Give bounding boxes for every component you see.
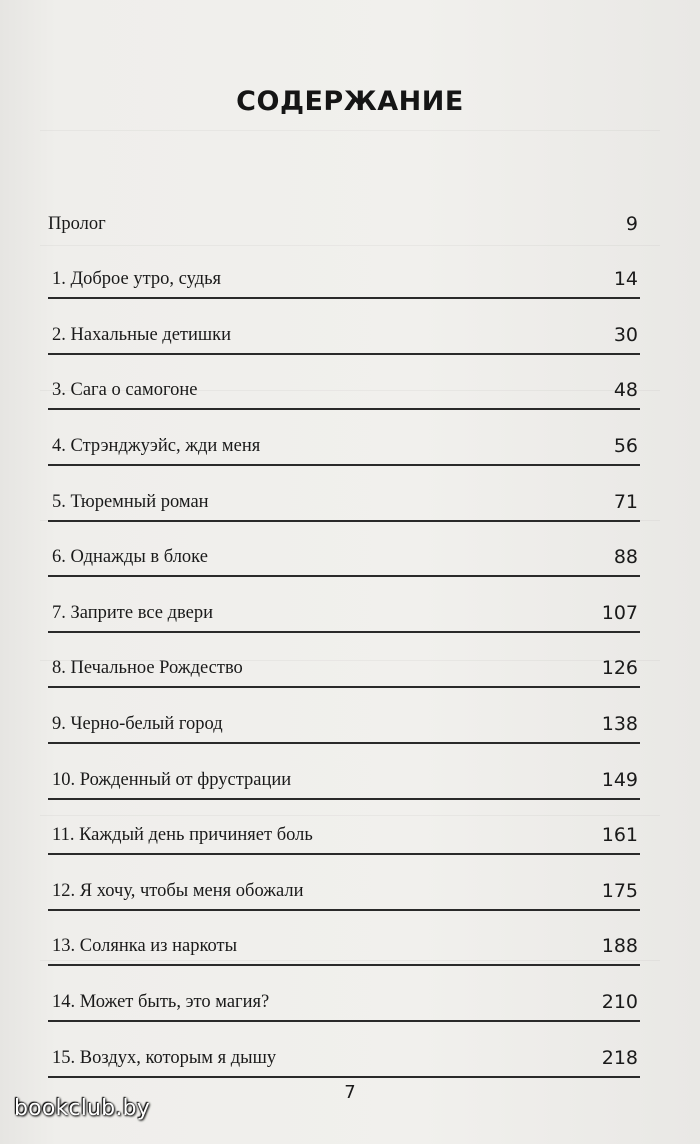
- toc-entry-label: 14. Может быть, это магия?: [52, 991, 270, 1012]
- toc-entry-chapter-2: [48, 299, 640, 355]
- toc-entry-page: 161: [601, 824, 638, 847]
- toc-entry-page: 218: [601, 1046, 638, 1069]
- toc-entry-label: 5. Тюремный роман: [52, 491, 209, 512]
- toc-entry-chapter-6: [48, 522, 640, 578]
- toc-entry-chapter-7: [48, 577, 640, 633]
- toc-entry-page: 175: [601, 879, 638, 902]
- toc-entry-label: 2. Нахальные детишки: [52, 324, 232, 345]
- toc-entry-chapter-12: [48, 855, 640, 911]
- toc-entry-chapter-1: [48, 244, 640, 300]
- toc-entry-label: 8. Печальное Рождество: [52, 658, 243, 679]
- toc-entry-page: 126: [601, 657, 638, 680]
- bleed-line: [40, 130, 660, 131]
- page-number: 7: [344, 1082, 356, 1103]
- toc-entry-chapter-8: [48, 633, 640, 689]
- toc-entry-page: 188: [601, 935, 638, 958]
- toc-entry-prologue: [48, 188, 640, 244]
- toc-entry-label: 6. Однажды в блоке: [52, 547, 208, 568]
- toc-entry-page: 138: [601, 712, 638, 735]
- toc-entry-label: 1. Доброе утро, судья: [52, 269, 222, 290]
- toc-entry-chapter-3: [48, 355, 640, 411]
- toc-rule: [48, 1076, 640, 1078]
- site-watermark: bookclub.by: [14, 1096, 150, 1121]
- toc-entry-page: 149: [601, 768, 638, 791]
- page-title: СОДЕРЖАНИЕ: [236, 86, 464, 117]
- toc-entry-label: 10. Рожденный от фрустрации: [52, 769, 292, 790]
- toc-entry-chapter-13: [48, 911, 640, 967]
- toc-entry-page: 107: [601, 601, 638, 624]
- toc-entry-label: 9. Черно-белый город: [52, 713, 223, 734]
- toc-entry-label: Пролог: [48, 213, 106, 234]
- toc-entry-chapter-4: [48, 410, 640, 466]
- toc-entry-page: 210: [601, 990, 638, 1013]
- toc-entry-label: 7. Заприте все двери: [52, 602, 214, 623]
- toc-entry-page: 88: [613, 546, 638, 569]
- table-of-contents: [48, 188, 640, 1078]
- toc-entry-label: 4. Стрэнджуэйс, жди меня: [52, 435, 261, 456]
- toc-entry-label: 13. Солянка из наркоты: [52, 936, 238, 957]
- toc-entry-page: 71: [613, 490, 638, 513]
- toc-entry-page: 14: [613, 268, 638, 291]
- toc-entry-chapter-15: [48, 1022, 640, 1078]
- toc-entry-chapter-9: [48, 688, 640, 744]
- toc-entry-page: 9: [625, 212, 638, 235]
- toc-entry-label: 15. Воздух, которым я дышу: [52, 1047, 277, 1068]
- toc-entry-page: 30: [613, 323, 638, 346]
- toc-entry-page: 56: [613, 434, 638, 457]
- toc-entry-page: 48: [613, 379, 638, 402]
- toc-entry-chapter-14: [48, 966, 640, 1022]
- toc-entry-chapter-10: [48, 744, 640, 800]
- toc-entry-label: 11. Каждый день причиняет боль: [52, 825, 313, 846]
- toc-entry-label: 12. Я хочу, чтобы меня обожали: [52, 880, 304, 901]
- toc-entry-chapter-5: [48, 466, 640, 522]
- toc-entry-label: 3. Сага о самогоне: [52, 380, 198, 401]
- toc-entry-chapter-11: [48, 800, 640, 856]
